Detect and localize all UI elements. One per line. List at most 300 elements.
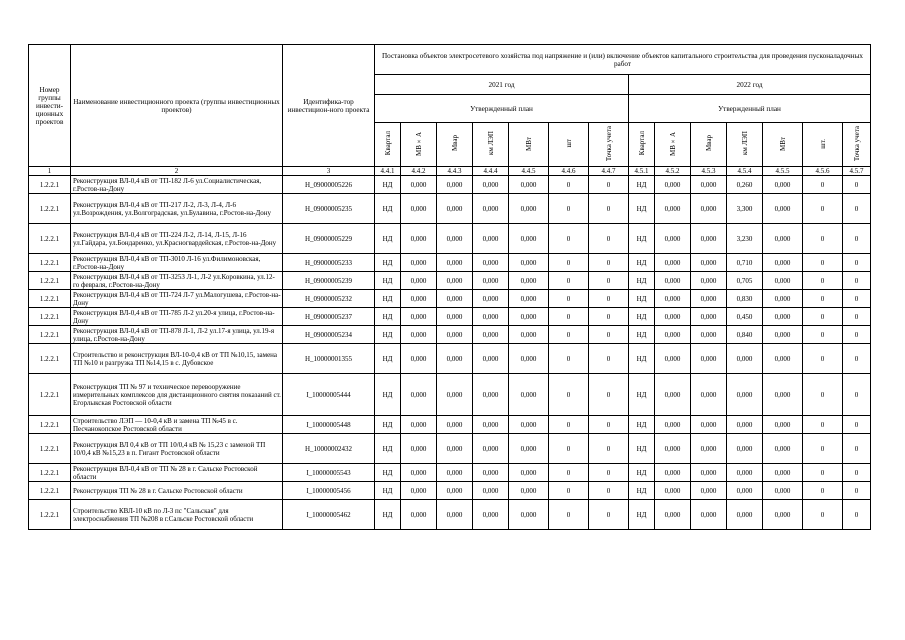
value-cell: НД [375, 434, 401, 464]
project-name-cell: Реконструкция ВЛ-0,4 кВ от ТП-182 Л-6 ул.Социалистическая, г.Ростов-на-Дону [71, 176, 283, 194]
value-cell: НД [375, 416, 401, 434]
value-cell: 0 [843, 500, 871, 530]
value-cell: 0,000 [509, 326, 549, 344]
value-cell: 0 [803, 374, 843, 416]
value-cell: 0,000 [437, 308, 473, 326]
subheader-label: км ЛЭП [740, 131, 749, 156]
value-cell: 0,000 [509, 272, 549, 290]
value-cell: НД [629, 344, 655, 374]
value-cell: 0 [589, 344, 629, 374]
group-number-cell: 1.2.2.1 [29, 272, 71, 290]
value-cell: 0,000 [437, 224, 473, 254]
project-name-cell: Реконструкция ТП № 28 в г. Сальске Ростовской области [71, 482, 283, 500]
value-cell: 0,000 [691, 272, 727, 290]
value-cell: НД [629, 272, 655, 290]
value-cell: 0 [549, 500, 589, 530]
group-number-cell: 1.2.2.1 [29, 464, 71, 482]
column-index-cell: 4.4.1 [375, 167, 401, 176]
value-cell: НД [629, 176, 655, 194]
project-id-cell: H_09000005234 [283, 326, 375, 344]
subheader-cell [375, 123, 401, 167]
value-cell: 0,000 [401, 194, 437, 224]
value-cell: 0 [549, 326, 589, 344]
project-name-header: Наименование инвестиционного проекта (группы инвестиционных проектов) [71, 45, 283, 167]
value-cell: 0,000 [437, 194, 473, 224]
value-cell: 0,000 [473, 290, 509, 308]
value-cell: НД [375, 194, 401, 224]
value-cell: 0,000 [473, 500, 509, 530]
value-cell: 0,000 [401, 290, 437, 308]
value-cell: 0,000 [401, 416, 437, 434]
project-id-cell: I_10000005448 [283, 416, 375, 434]
subheader-label: МВт [778, 136, 787, 151]
value-cell: 0 [803, 176, 843, 194]
project-name-cell: Строительство ЛЭП — 10-0,4 кВ и замена ТП №45 в с. Песчанокопское Ростовской области [71, 416, 283, 434]
value-cell: 0,000 [763, 326, 803, 344]
value-cell: 0 [803, 224, 843, 254]
value-cell: 0,260 [727, 176, 763, 194]
value-cell: 0 [843, 344, 871, 374]
value-cell: 0,000 [509, 308, 549, 326]
project-name-cell: Строительство и реконструкция ВЛ-10-0,4 кВ от ТП №10,15, замена ТП №10 и разгрузка ТП №14,15 в с. Дубовское [71, 344, 283, 374]
group-number-cell: 1.2.2.1 [29, 326, 71, 344]
value-cell: 0,000 [473, 416, 509, 434]
value-cell: 0 [843, 224, 871, 254]
group-number-cell: 1.2.2.1 [29, 374, 71, 416]
value-cell: НД [375, 374, 401, 416]
column-index-cell: 4.4.2 [401, 167, 437, 176]
value-cell: 0 [843, 326, 871, 344]
value-cell: 0,000 [437, 500, 473, 530]
value-cell: 0,000 [509, 416, 549, 434]
value-cell: 0,000 [691, 194, 727, 224]
value-cell: 0,000 [727, 464, 763, 482]
subheader-cell [803, 123, 843, 167]
value-cell: НД [375, 308, 401, 326]
table-row [29, 500, 871, 530]
value-cell: 0,000 [763, 194, 803, 224]
value-cell: 0,000 [763, 464, 803, 482]
value-cell: 0,000 [509, 434, 549, 464]
value-cell: НД [629, 224, 655, 254]
value-cell: 0 [589, 464, 629, 482]
value-cell: 0,000 [763, 500, 803, 530]
value-cell: 3,300 [727, 194, 763, 224]
group-number-cell: 1.2.2.1 [29, 194, 71, 224]
project-id-cell: H_09000005235 [283, 194, 375, 224]
subheader-cell [589, 123, 629, 167]
value-cell: 0,000 [401, 344, 437, 374]
group-number-cell: 1.2.2.1 [29, 416, 71, 434]
table-row [29, 176, 871, 194]
value-cell: 0,000 [763, 434, 803, 464]
value-cell: НД [375, 254, 401, 272]
value-cell: 0,000 [437, 326, 473, 344]
value-cell: 0,000 [401, 464, 437, 482]
value-cell: 0,000 [763, 308, 803, 326]
group-number-cell: 1.2.2.1 [29, 344, 71, 374]
value-cell: 0,000 [691, 254, 727, 272]
value-cell: 0 [589, 224, 629, 254]
value-cell: НД [629, 308, 655, 326]
value-cell: 0,830 [727, 290, 763, 308]
value-cell: 0 [803, 500, 843, 530]
year-2022-header: 2022 год [629, 75, 871, 95]
value-cell: 0 [589, 434, 629, 464]
value-cell: 0,000 [473, 374, 509, 416]
project-name-cell: Реконструкция ВЛ-0,4 кВ от ТП-224 Л-2, Л-14, Л-15, Л-16 ул.Гайдара, ул.Бондаренко, ул.Красногвардейская, г.Ростов-на-Дону [71, 224, 283, 254]
value-cell: 0,705 [727, 272, 763, 290]
value-cell: 0 [803, 290, 843, 308]
value-cell: НД [629, 290, 655, 308]
value-cell: 0,000 [401, 272, 437, 290]
column-index-cell: 4.5.4 [727, 167, 763, 176]
value-cell: НД [629, 194, 655, 224]
value-cell: 0,000 [401, 374, 437, 416]
table-row [29, 254, 871, 272]
value-cell: 0,000 [437, 254, 473, 272]
value-cell: 0 [803, 254, 843, 272]
value-cell: 0 [549, 194, 589, 224]
value-cell: 0,000 [655, 464, 691, 482]
group-number-cell: 1.2.2.1 [29, 308, 71, 326]
value-cell: 0,000 [655, 374, 691, 416]
value-cell: 0,000 [655, 176, 691, 194]
group-number-cell: 1.2.2.1 [29, 290, 71, 308]
value-cell: 0 [843, 176, 871, 194]
value-cell: 0,000 [655, 326, 691, 344]
value-cell: 0,000 [763, 254, 803, 272]
value-cell: 0 [803, 416, 843, 434]
subheader-cell [727, 123, 763, 167]
value-cell: 0,000 [437, 344, 473, 374]
value-cell: 0,000 [437, 374, 473, 416]
value-cell: 0,000 [655, 272, 691, 290]
commissioning-header: Постановка объектов электросетевого хозяйства под напряжение и (или) включение объектов капитального строительства для проведения пусконаладочных работ [375, 45, 871, 75]
value-cell: 0 [549, 176, 589, 194]
project-name-cell: Реконструкция ВЛ-0,4 кВ от ТП-878 Л-1, Л-2 ул.17-я улица, ул.19-я улица, г.Ростов-на-Дону [71, 326, 283, 344]
value-cell: 0,000 [509, 500, 549, 530]
value-cell: 0,000 [655, 344, 691, 374]
value-cell: 0 [589, 482, 629, 500]
subheader-cell [763, 123, 803, 167]
value-cell: 0,000 [509, 290, 549, 308]
value-cell: 0,000 [727, 374, 763, 416]
project-id-cell: H_09000005229 [283, 224, 375, 254]
value-cell: НД [375, 464, 401, 482]
value-cell: 0 [549, 344, 589, 374]
value-cell: 0,000 [437, 482, 473, 500]
subheader-label: км ЛЭП [486, 131, 495, 156]
table-row [29, 290, 871, 308]
value-cell: 0 [843, 416, 871, 434]
table-row [29, 374, 871, 416]
value-cell: 0 [803, 308, 843, 326]
value-cell: 0 [549, 254, 589, 272]
value-cell: 0 [549, 224, 589, 254]
investment-projects-table [28, 44, 871, 530]
value-cell: 0,000 [655, 308, 691, 326]
value-cell: НД [375, 326, 401, 344]
column-index-cell: 4.5.7 [843, 167, 871, 176]
group-number-cell: 1.2.2.1 [29, 434, 71, 464]
value-cell: НД [375, 290, 401, 308]
value-cell: 0,000 [727, 344, 763, 374]
project-id-cell: I_10000005543 [283, 464, 375, 482]
value-cell: 0 [803, 482, 843, 500]
subheader-label: Точка учета [604, 125, 613, 162]
subheader-label: Квартал [383, 131, 392, 156]
value-cell: 0 [549, 272, 589, 290]
subheader-label: шт. [818, 138, 827, 149]
column-index-cell: 4.5.6 [803, 167, 843, 176]
subheader-label: Точка учета [852, 125, 861, 162]
value-cell: 0 [589, 176, 629, 194]
subheader-cell [549, 123, 589, 167]
project-name-cell: Реконструкция ВЛ-0,4 кВ от ТП-785 Л-2 ул.20-я улица, г.Ростов-на-Дону [71, 308, 283, 326]
value-cell: 0,450 [727, 308, 763, 326]
subheader-cell [691, 123, 727, 167]
value-cell: 0,000 [763, 272, 803, 290]
project-name-cell: Строительство КВЛ-10 кВ по Л-3 пс "Сальская" для электроснабжения ТП №208 в г.Сальске Ростовской области [71, 500, 283, 530]
value-cell: 0,000 [437, 464, 473, 482]
value-cell: 0 [589, 308, 629, 326]
value-cell: 0 [803, 434, 843, 464]
subheader-cell [437, 123, 473, 167]
value-cell: 0,000 [509, 176, 549, 194]
column-index-cell: 4.4.3 [437, 167, 473, 176]
value-cell: 0,000 [509, 254, 549, 272]
subheader-cell [655, 123, 691, 167]
value-cell: 0,000 [727, 416, 763, 434]
value-cell: 0 [549, 416, 589, 434]
project-id-cell: I_10000005456 [283, 482, 375, 500]
value-cell: 0,000 [727, 434, 763, 464]
value-cell: 0,000 [473, 224, 509, 254]
subheader-cell [401, 123, 437, 167]
value-cell: 0 [803, 344, 843, 374]
value-cell: 0 [803, 464, 843, 482]
subheader-cell [629, 123, 655, 167]
value-cell: 0,000 [691, 176, 727, 194]
table-row [29, 464, 871, 482]
value-cell: 0 [549, 434, 589, 464]
table-row [29, 224, 871, 254]
value-cell: 0,000 [401, 254, 437, 272]
project-id-cell: H_09000005237 [283, 308, 375, 326]
value-cell: 0 [549, 482, 589, 500]
value-cell: 0 [843, 272, 871, 290]
value-cell: 0 [589, 500, 629, 530]
approved-plan-2022-header: Утвержденный план [629, 95, 871, 123]
column-index-cell: 4.5.2 [655, 167, 691, 176]
value-cell: 0,000 [763, 176, 803, 194]
table-row [29, 326, 871, 344]
value-cell: 0,000 [509, 194, 549, 224]
value-cell: 0,000 [473, 272, 509, 290]
project-name-cell: Реконструкция ВЛ-0,4 кВ от ТП-724 Л-7 ул.Малогушева, г.Ростов-на-Дону [71, 290, 283, 308]
value-cell: 0,000 [437, 416, 473, 434]
value-cell: 0,000 [655, 194, 691, 224]
value-cell: 0 [843, 194, 871, 224]
subheader-label: Квартал [637, 131, 646, 156]
subheader-label: МВ×А [668, 131, 677, 156]
value-cell: 0 [589, 374, 629, 416]
value-cell: 0,000 [763, 224, 803, 254]
value-cell: НД [629, 464, 655, 482]
value-cell: 0,000 [473, 194, 509, 224]
value-cell: 3,230 [727, 224, 763, 254]
value-cell: 0,000 [763, 290, 803, 308]
column-index-cell: 4.4.5 [509, 167, 549, 176]
value-cell: 0,000 [473, 482, 509, 500]
value-cell: 0 [549, 290, 589, 308]
value-cell: 0,000 [509, 344, 549, 374]
value-cell: НД [629, 326, 655, 344]
project-id-cell: H_09000005239 [283, 272, 375, 290]
value-cell: НД [629, 482, 655, 500]
value-cell: НД [375, 500, 401, 530]
value-cell: 0,000 [401, 326, 437, 344]
project-id-cell: H_10000001355 [283, 344, 375, 374]
value-cell: 0,840 [727, 326, 763, 344]
value-cell: 0,000 [691, 290, 727, 308]
value-cell: 0,000 [473, 464, 509, 482]
project-name-cell: Реконструкция ВЛ-0,4 кВ от ТП-3010 Л-16 ул.Филимоновская, г.Ростов-на-Дону [71, 254, 283, 272]
table-row [29, 482, 871, 500]
subheader-label: Мвар [450, 135, 459, 152]
project-id-cell: I_10000005462 [283, 500, 375, 530]
value-cell: НД [375, 176, 401, 194]
column-index-cell: 4.4.4 [473, 167, 509, 176]
value-cell: 0,000 [691, 464, 727, 482]
value-cell: 0,000 [437, 176, 473, 194]
value-cell: 0,000 [763, 416, 803, 434]
group-number-cell: 1.2.2.1 [29, 482, 71, 500]
year-2021-header: 2021 год [375, 75, 629, 95]
project-name-cell: Реконструкция ВЛ-0,4 кВ от ТП № 28 в г. Сальске Ростовской области [71, 464, 283, 482]
column-index-cell: 2 [71, 167, 283, 176]
value-cell: НД [629, 254, 655, 272]
value-cell: 0,000 [727, 482, 763, 500]
value-cell: 0 [589, 254, 629, 272]
project-id-cell: I_10000005444 [283, 374, 375, 416]
value-cell: 0,000 [401, 482, 437, 500]
value-cell: 0 [843, 290, 871, 308]
value-cell: 0,000 [401, 308, 437, 326]
value-cell: 0,000 [473, 176, 509, 194]
project-id-cell: H_09000005233 [283, 254, 375, 272]
project-id-header: Идентифика-тор инвестицион-ного проекта [283, 45, 375, 167]
table-row [29, 416, 871, 434]
value-cell: НД [629, 500, 655, 530]
value-cell: 0,000 [691, 416, 727, 434]
value-cell: 0,000 [473, 326, 509, 344]
value-cell: 0 [803, 272, 843, 290]
project-id-cell: H_09000005232 [283, 290, 375, 308]
value-cell: 0 [549, 374, 589, 416]
value-cell: 0 [843, 308, 871, 326]
subheader-cell [509, 123, 549, 167]
value-cell: 0,000 [655, 254, 691, 272]
value-cell: НД [375, 272, 401, 290]
value-cell: 0,000 [691, 326, 727, 344]
value-cell: 0,000 [509, 464, 549, 482]
value-cell: 0,000 [655, 416, 691, 434]
value-cell: 0 [803, 326, 843, 344]
value-cell: НД [375, 224, 401, 254]
project-id-cell: H_09000005226 [283, 176, 375, 194]
value-cell: 0,000 [401, 176, 437, 194]
value-cell: НД [629, 416, 655, 434]
subheader-label: шт [564, 139, 573, 148]
value-cell: 0 [803, 194, 843, 224]
value-cell: 0,000 [473, 434, 509, 464]
value-cell: 0,000 [437, 434, 473, 464]
value-cell: 0,000 [691, 374, 727, 416]
value-cell: 0,000 [401, 434, 437, 464]
column-index-cell: 4.4.7 [589, 167, 629, 176]
table-row [29, 272, 871, 290]
value-cell: 0,000 [509, 482, 549, 500]
value-cell: 0,000 [763, 482, 803, 500]
approved-plan-2021-header: Утвержденный план [375, 95, 629, 123]
value-cell: НД [375, 344, 401, 374]
value-cell: 0 [549, 464, 589, 482]
value-cell: 0 [843, 254, 871, 272]
value-cell: 0 [843, 482, 871, 500]
table-row [29, 308, 871, 326]
value-cell: 0,000 [473, 308, 509, 326]
group-number-cell: 1.2.2.1 [29, 224, 71, 254]
value-cell: 0,000 [401, 500, 437, 530]
project-id-cell: H_10000002432 [283, 434, 375, 464]
column-index-cell: 4.5.3 [691, 167, 727, 176]
value-cell: 0 [589, 290, 629, 308]
project-name-cell: Реконструкция ВЛ-0,4 кВ от ТП-3253 Л-1, Л-2 ул.Коровкина, ул.12-го февраля, г.Ростов-на-Дону [71, 272, 283, 290]
value-cell: 0,000 [763, 374, 803, 416]
value-cell: 0,000 [691, 344, 727, 374]
project-name-cell: Реконструкция ВЛ-0,4 кВ от ТП-217 Л-2, Л-3, Л-4, Л-6 ул.Возрождения, ул.Волгоградская, ул.Булавина, г.Ростов-на-Дону [71, 194, 283, 224]
value-cell: 0,000 [691, 434, 727, 464]
value-cell: 0,000 [691, 500, 727, 530]
value-cell: 0,000 [655, 224, 691, 254]
subheader-cell [843, 123, 871, 167]
subheader-label: МВ×А [414, 131, 423, 156]
subheader-cell [473, 123, 509, 167]
value-cell: 0,000 [655, 290, 691, 308]
column-index-cell: 4.5.5 [763, 167, 803, 176]
subheader-label: МВт [524, 136, 533, 151]
group-number-cell: 1.2.2.1 [29, 254, 71, 272]
value-cell: 0 [589, 194, 629, 224]
value-cell: 0,000 [655, 482, 691, 500]
value-cell: 0,000 [473, 254, 509, 272]
value-cell: 0,000 [655, 434, 691, 464]
value-cell: 0,000 [691, 224, 727, 254]
value-cell: НД [375, 482, 401, 500]
value-cell: 0,000 [401, 224, 437, 254]
project-name-cell: Реконструкция ТП № 97 и техническое перевооружение измерительных комплексов для дистанционного снятия показаний ст. Егорлыкская Ростовской области [71, 374, 283, 416]
value-cell: 0,000 [691, 308, 727, 326]
value-cell: 0,000 [727, 500, 763, 530]
group-number-cell: 1.2.2.1 [29, 176, 71, 194]
value-cell: 0,000 [655, 500, 691, 530]
value-cell: 0 [549, 308, 589, 326]
group-number-cell: 1.2.2.1 [29, 500, 71, 530]
table-row [29, 194, 871, 224]
group-number-header: Номер группы инвести-ционных проектов [29, 45, 71, 167]
